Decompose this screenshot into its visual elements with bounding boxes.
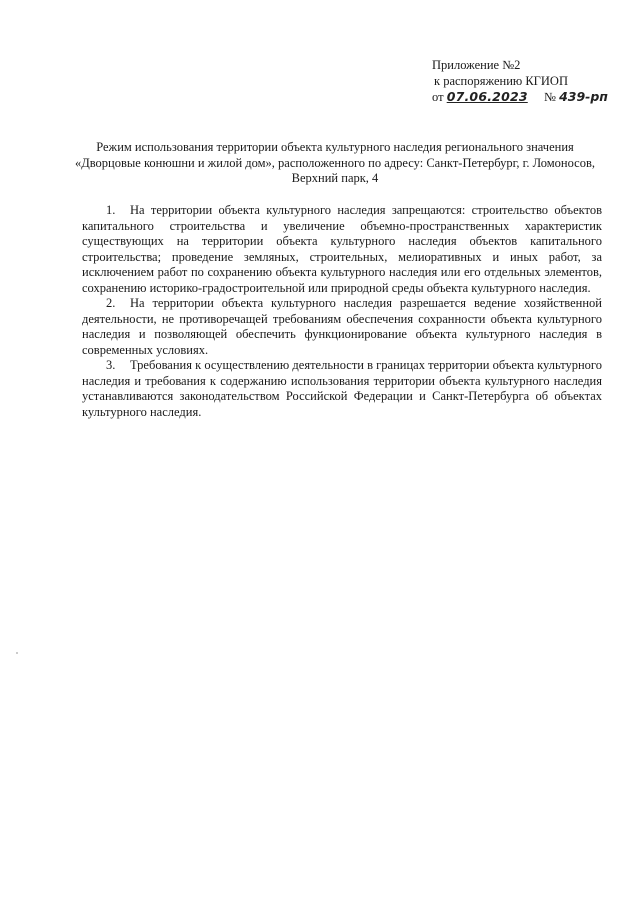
appendix-number-label: № bbox=[544, 90, 556, 104]
appendix-from-label: от bbox=[432, 90, 444, 104]
paragraph-number: 3. bbox=[106, 358, 116, 372]
document-title bbox=[70, 140, 600, 187]
title-line-1: Режим использования территории объекта культурного наследия регионального значения bbox=[96, 140, 574, 154]
paragraph-2 bbox=[82, 296, 602, 358]
scan-speck bbox=[16, 652, 18, 654]
paragraph-text: Требования к осуществлению деятельности в границах территории объекта культурного наследия и требования к содержанию использования территории объекта культурного наследия устанавливаются законодательством Российской Федерации и Санкт-Петербурга об объектах культурного наследия. bbox=[82, 358, 602, 419]
appendix-header bbox=[432, 58, 622, 106]
appendix-title: Приложение №2 bbox=[432, 58, 521, 72]
document-body bbox=[82, 203, 602, 420]
paragraph-1 bbox=[82, 203, 602, 296]
title-line-3: Верхний парк, 4 bbox=[291, 171, 379, 185]
paragraph-number: 1. bbox=[106, 203, 116, 217]
handwritten-order-number: 439-рп bbox=[559, 89, 608, 104]
title-line-2: «Дворцовые конюшни и жилой дом», расположенного по адресу: Санкт-Петербург, г. Ломоносов, bbox=[74, 155, 596, 170]
paragraph-text: На территории объекта культурного наследия запрещаются: строительство объектов капитального строительства и увеличение объемно-пространственных характеристик существующих на территории объекта культурного наследия объектов капитального строительства; проведение земляных, строительных, мелиоративных и иных работ, за исключением работ по сохранению объекта культурного наследия или его отдельных элементов, сохранению историко-градостроительной или природной среды объекта культурного наследия. bbox=[82, 203, 602, 295]
handwritten-date: 07.06.2023 bbox=[446, 89, 528, 104]
appendix-order-reference: к распоряжению КГИОП bbox=[434, 73, 568, 88]
paragraph-number: 2. bbox=[106, 296, 116, 310]
appendix-date-number-line bbox=[432, 89, 622, 106]
paragraph-3 bbox=[82, 358, 602, 420]
paragraph-text: На территории объекта культурного наследия разрешается ведение хозяйственной деятельности, не противоречащей требованиям обеспечения сохранности объекта культурного наследия и позволяющей обеспечить функционирование объекта культурного наследия в современных условиях. bbox=[82, 296, 602, 357]
